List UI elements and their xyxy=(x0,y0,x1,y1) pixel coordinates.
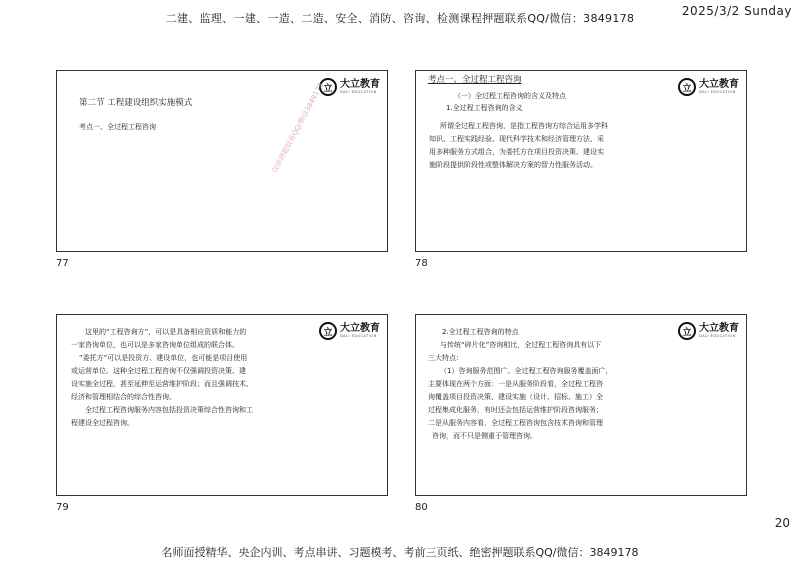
body-line: 用多种服务方式组合，为委托方在项目投资决策、建设实 xyxy=(429,148,604,156)
body-line: 咨询，而不只是侧重于管理咨询。 xyxy=(432,432,537,440)
body-line: 这里的“工程咨询方”，可以是具备相应资质和能力的 xyxy=(85,328,247,336)
slide-subheading: 1.全过程工程咨询的含义 xyxy=(446,104,523,112)
header-date: 2025/3/2 Sunday xyxy=(681,4,792,18)
body-line: 二是从服务内容看，全过程工程咨询包含技术咨询和管理 xyxy=(428,419,603,427)
logo-name-en: DALI EDUCATION xyxy=(340,89,377,94)
logo xyxy=(678,78,739,96)
body-line: 询覆盖项目投资决策、建设实施（设计、招标、施工）全 xyxy=(428,393,603,401)
body-line: 所谓全过程工程咨询，是指工程咨询方综合运用多学科 xyxy=(440,122,608,130)
body-line: （1）咨询服务范围广。全过程工程咨询服务覆盖面广， xyxy=(440,367,613,375)
slide-number: 77 xyxy=(56,258,69,269)
body-line: 或运营单位。这种全过程工程咨询不仅强调投资决策、建 xyxy=(71,367,246,375)
slide-80 xyxy=(415,314,747,496)
slide-number: 80 xyxy=(415,502,428,513)
slide-78 xyxy=(415,70,747,252)
page-count: 20 xyxy=(774,516,790,530)
body-line: 知识、工程实践经验、现代科学技术和经济管理方法，采 xyxy=(429,135,604,143)
footer-promo: 名师面授精华、央企内训、考点串讲、习题模考、考前三页纸、绝密押题联系QQ/微信：3849178 xyxy=(161,546,639,559)
slide-number: 79 xyxy=(56,502,69,513)
dali-logo-icon: 立 xyxy=(678,322,696,340)
body-line: 程建设全过程咨询。 xyxy=(71,419,134,427)
watermark-text: 仅供押题联系QQ/微信3849178 xyxy=(270,81,326,175)
slide-heading: 考点一、全过程工程咨询 xyxy=(428,75,522,85)
body-line: 三大特点： xyxy=(428,354,463,362)
body-line: 施阶段提供阶段性或整体解决方案的智力性服务活动。 xyxy=(429,161,597,169)
logo xyxy=(319,78,380,96)
body-line: 全过程工程咨询服务内容包括投资决策综合性咨询和工 xyxy=(85,406,253,414)
logo-name-en: DALI EDUCATION xyxy=(699,89,736,94)
dali-logo-icon: 立 xyxy=(319,322,337,340)
logo-name-cn: 大立教育 xyxy=(699,322,739,334)
body-line: 一家咨询单位，也可以是多家咨询单位组成的联合体。 xyxy=(71,341,239,349)
slide-79 xyxy=(56,314,388,496)
dali-logo-icon: 立 xyxy=(319,78,337,96)
body-line: 与传统“碎片化”咨询相比，全过程工程咨询具有以下 xyxy=(440,341,602,349)
body-line: 过程集成化服务，有时还会包括运营维护阶段咨询服务； xyxy=(428,406,603,414)
logo-name-en: DALI EDUCATION xyxy=(340,333,377,338)
body-line: 主要体现在两个方面：一是从服务阶段看，全过程工程咨 xyxy=(428,380,603,388)
logo-name-cn: 大立教育 xyxy=(699,78,739,90)
header-promo: 二建、监理、一建、一造、二造、安全、消防、咨询、检测课程押题联系QQ/微信：3849178 xyxy=(165,12,635,25)
logo xyxy=(319,322,380,340)
body-line: “委托方”可以是投资方、建设单位，也可能是项目使用 xyxy=(79,354,248,362)
logo-name-en: DALI EDUCATION xyxy=(699,333,736,338)
slide-point: 考点一、全过程工程咨询 xyxy=(79,123,156,131)
logo-name-cn: 大立教育 xyxy=(340,322,380,334)
logo-name-cn: 大立教育 xyxy=(340,78,380,90)
dali-logo-icon: 立 xyxy=(678,78,696,96)
body-line: 2.全过程工程咨询的特点 xyxy=(442,328,519,336)
slide-number: 78 xyxy=(415,258,428,269)
logo xyxy=(678,322,739,340)
body-line: 设实施全过程，甚至延伸至运营维护阶段；而且强调技术、 xyxy=(71,380,253,388)
body-line: 经济和管理相结合的综合性咨询。 xyxy=(71,393,176,401)
slide-77 xyxy=(56,70,388,252)
slide-title: 第二节 工程建设组织实施模式 xyxy=(79,98,193,108)
slide-subheading: （一）全过程工程咨询的含义及特点 xyxy=(454,92,566,100)
